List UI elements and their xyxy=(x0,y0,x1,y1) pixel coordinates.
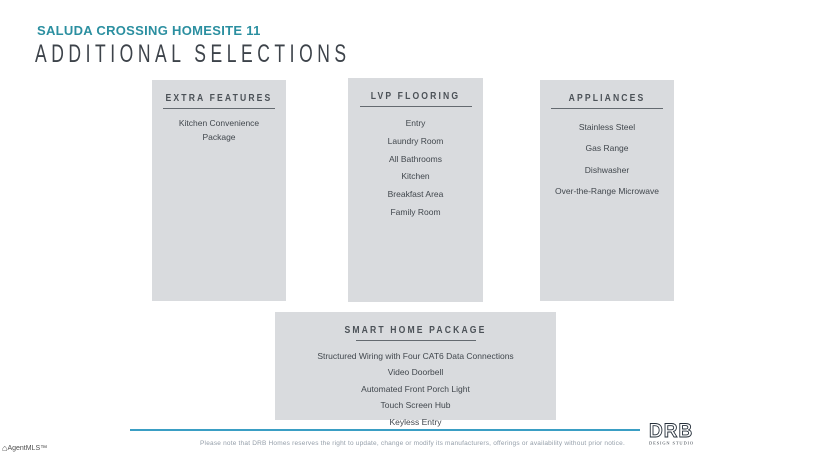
feature-item: Over-the-Range Microwave xyxy=(555,186,659,197)
feature-item: Automated Front Porch Light xyxy=(361,383,470,394)
lvp-flooring-card xyxy=(348,78,483,302)
feature-item: Entry xyxy=(405,118,426,128)
title-underline xyxy=(551,108,663,109)
feature-item: Structured Wiring with Four CAT6 Data Connections xyxy=(317,351,514,361)
feature-item: Dishwasher xyxy=(584,164,630,175)
mls-watermark xyxy=(2,443,47,453)
feature-item: Touch Screen Hub xyxy=(380,400,451,411)
feature-item: Laundry Room xyxy=(387,135,444,146)
feature-item: Kitchen xyxy=(401,171,430,182)
feature-item: Stainless Steel xyxy=(578,122,636,132)
house-icon: ⌂ xyxy=(2,443,8,453)
card-title: EXTRA FEATURES xyxy=(165,92,273,104)
extra-features-card xyxy=(152,80,286,301)
title-underline xyxy=(356,340,476,341)
card-items xyxy=(348,115,483,222)
card-items xyxy=(152,117,286,144)
card-title: LVP FLOORING xyxy=(370,90,461,102)
disclaimer-text: Please note that DRB Homes reserves the right to update, change or modify its manufacturers, offerings or availability without prior notice. xyxy=(200,440,625,447)
page-title: ADDITIONAL SELECTIONS xyxy=(35,40,351,68)
drb-logo-graphic xyxy=(645,421,703,449)
community-subtitle: SALUDA CROSSING HOMESITE 11 xyxy=(37,23,261,38)
drb-logo-subtext: DESIGN STUDIO xyxy=(649,440,694,446)
card-items xyxy=(275,348,556,430)
footer-divider-line xyxy=(130,429,640,431)
feature-item: Video Doorbell xyxy=(387,367,444,378)
drb-design-studio-logo xyxy=(645,421,703,449)
feature-item: All Bathrooms xyxy=(389,153,442,164)
card-items xyxy=(540,117,674,203)
feature-item: Keyless Entry xyxy=(389,416,442,427)
card-title: APPLIANCES xyxy=(568,92,646,104)
title-underline xyxy=(163,108,275,109)
title-underline xyxy=(360,106,472,107)
mls-watermark-text: AgentMLS™ xyxy=(7,445,48,452)
feature-item: Kitchen Convenience Package xyxy=(178,118,260,142)
appliances-card xyxy=(540,80,674,301)
smart-home-package-card xyxy=(275,312,556,427)
drb-logo-text: DRB xyxy=(649,421,694,442)
feature-item: Breakfast Area xyxy=(387,189,444,200)
feature-item: Gas Range xyxy=(585,143,629,154)
feature-item: Family Room xyxy=(390,206,441,217)
card-title: SMART HOME PACKAGE xyxy=(344,324,487,336)
